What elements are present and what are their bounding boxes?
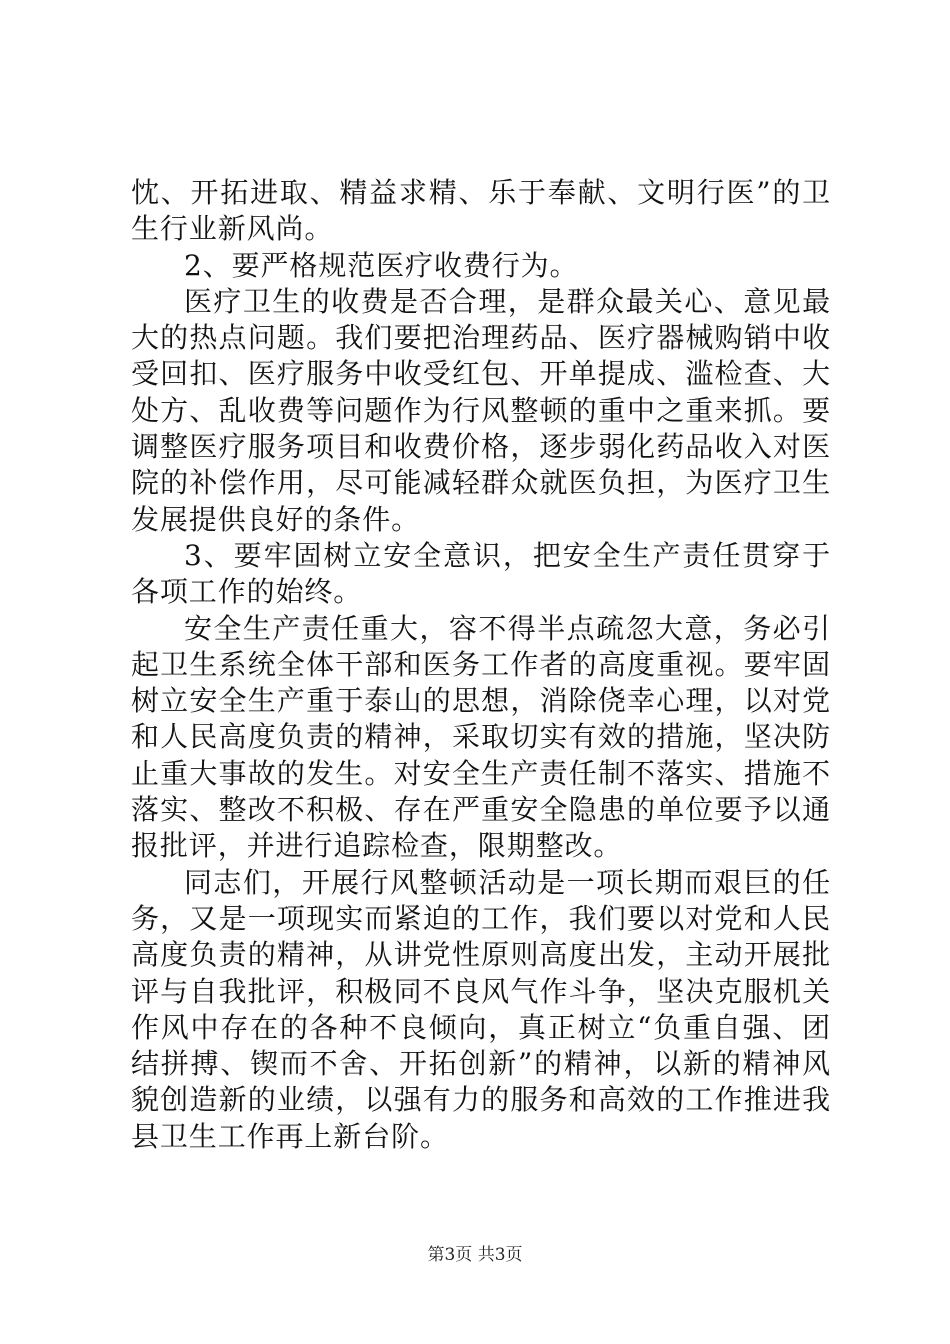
section-heading-3: 3、要牢固树立安全意识，把安全生产责任贯穿于各项工作的始终。	[131, 538, 831, 609]
paragraph-medical-fees: 医疗卫生的收费是否合理，是群众最关心、意见最大的热点问题。我们要把治理药品、医疗器械购销中收受回扣、医疗服务中收受红包、开单提成、滥检查、大处方、乱收费等问题作为行风整顿的重中之重来抓。要调整医疗服务项目和收费价格，逐步弱化药品收入对医院的补偿作用，尽可能减轻群众就医负担，为医疗卫生发展提供良好的条件。	[131, 284, 831, 536]
page-number-footer: 第3页 共3页	[427, 1245, 523, 1265]
document-body	[131, 175, 831, 1155]
section-heading-2: 2、要严格规范医疗收费行为。	[184, 248, 579, 282]
paragraph-safety: 安全生产责任重大，容不得半点疏忽大意，务必引起卫生系统全体干部和医务工作者的高度重视。要牢固树立安全生产重于泰山的思想，消除侥幸心理，以对党和人民高度负责的精神，采取切实有效的措施，坚决防止重大事故的发生。对安全生产责任制不落实、措施不落实、整改不积极、存在严重安全隐患的单位要予以通报批评，并进行追踪检查，限期整改。	[131, 611, 831, 863]
paragraph-closing: 同志们，开展行风整顿活动是一项长期而艰巨的任务，又是一项现实而紧迫的工作，我们要以对党和人民高度负责的精神，从讲党性原则高度出发，主动开展批评与自我批评，积极同不良风气作斗争，坚决克服机关作风中存在的各种不良倾向，真正树立“负重自强、团结拼搏、锲而不舍、开拓创新”的精神，以新的精神风貌创造新的业绩，以强有力的服务和高效的工作推进我县卫生工作再上新台阶。	[131, 865, 831, 1153]
paragraph-continuation: 忱、开拓进取、精益求精、乐于奉献、文明行医”的卫生行业新风尚。	[131, 176, 831, 246]
